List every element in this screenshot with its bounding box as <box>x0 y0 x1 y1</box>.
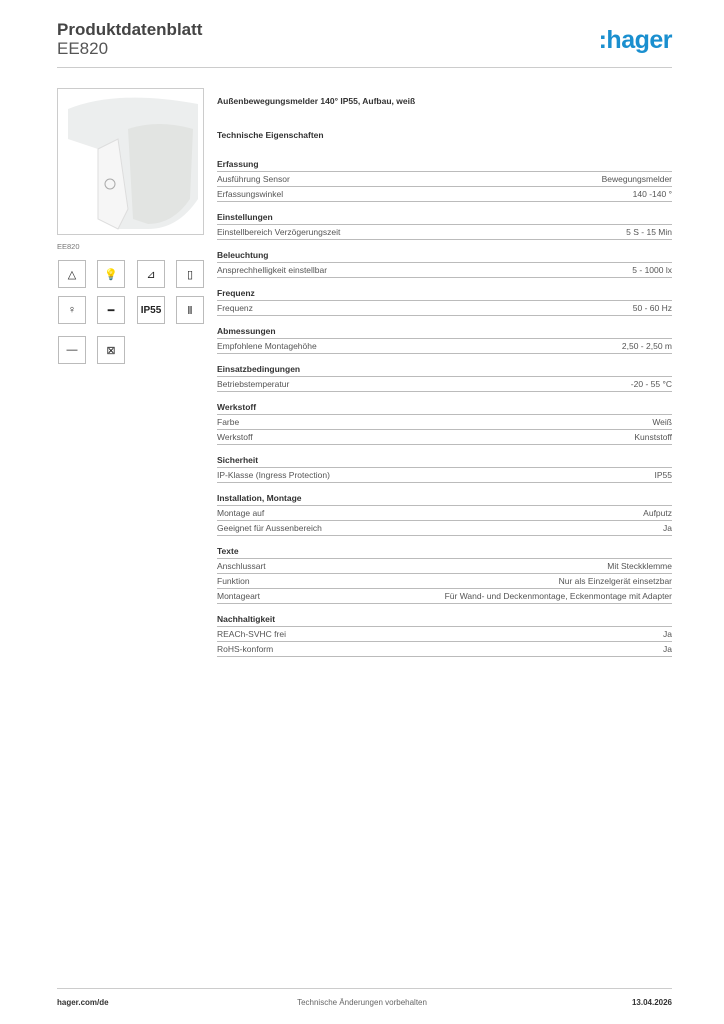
spec-value: Für Wand- und Deckenmontage, Eckenmontage mit Adapter <box>444 591 672 601</box>
spec-row <box>217 559 672 574</box>
footer-note: Technische Änderungen vorbehalten <box>297 998 427 1007</box>
spec-label: Ansprechhelligkeit einstellbar <box>217 265 328 275</box>
product-image <box>57 88 204 235</box>
spec-value: IP55 <box>654 470 672 480</box>
electronic-transformer-icon: ⊿ <box>137 260 165 288</box>
tech-heading: Technische Eigenschaften <box>217 130 324 140</box>
section-title: Nachhaltigkeit <box>217 612 672 627</box>
footer-divider <box>57 988 672 989</box>
spec-row <box>217 589 672 604</box>
section-einsatzbedingungen <box>217 362 672 392</box>
spec-label: Erfassungswinkel <box>217 189 284 199</box>
section-werkstoff <box>217 400 672 445</box>
spec-label: Werkstoff <box>217 432 253 442</box>
spec-value: 50 - 60 Hz <box>632 303 672 313</box>
section-title: Beleuchtung <box>217 248 672 263</box>
spec-sheet <box>217 96 672 665</box>
ferromagnetic-transformer-icon: Ⅱ <box>176 296 204 324</box>
section-title: Einstellungen <box>217 210 672 225</box>
spec-label: RoHS-konform <box>217 644 274 654</box>
spec-row <box>217 263 672 278</box>
hager-logo: :hager <box>598 26 672 54</box>
section-title: Abmessungen <box>217 324 672 339</box>
spec-value: Ja <box>663 629 672 639</box>
spec-label: Farbe <box>217 417 240 427</box>
spec-value: Nur als Einzelgerät einsetzbar <box>558 576 672 586</box>
spec-row <box>217 225 672 240</box>
spec-row <box>217 377 672 392</box>
footer-date: 13.04.2026 <box>631 998 672 1007</box>
spec-row <box>217 301 672 316</box>
footer-website[interactable]: hager.com/de <box>57 998 109 1007</box>
spec-label: Geeignet für Aussenbereich <box>217 523 322 533</box>
image-caption: EE820 <box>57 242 80 251</box>
spec-label: IP-Klasse (Ingress Protection) <box>217 470 330 480</box>
spec-row <box>217 430 672 445</box>
spec-row <box>217 172 672 187</box>
section-title: Installation, Montage <box>217 491 672 506</box>
spec-value: 5 - 1000 lx <box>632 265 672 275</box>
spec-value: Kunststoff <box>634 432 672 442</box>
spec-value: -20 - 55 °C <box>630 379 672 389</box>
spec-value: Aufputz <box>643 508 672 518</box>
spec-value: Ja <box>663 523 672 533</box>
section-title: Frequenz <box>217 286 672 301</box>
spec-value: Ja <box>663 644 672 654</box>
spec-label: REACh-SVHC frei <box>217 629 286 639</box>
wall-mount-sensor-icon: ⊠ <box>97 336 125 364</box>
energy-saving-bulb-icon: 💡 <box>97 260 125 288</box>
spec-row <box>217 415 672 430</box>
spec-label: Montageart <box>217 591 260 601</box>
header-divider <box>57 67 672 68</box>
page-title: Produktdatenblatt <box>57 20 203 39</box>
section-erfassung <box>217 157 672 202</box>
section-title: Einsatzbedingungen <box>217 362 672 377</box>
section-title: Erfassung <box>217 157 672 172</box>
section-title: Texte <box>217 544 672 559</box>
ceiling-lamp-icon: △ <box>58 260 86 288</box>
spec-row <box>217 468 672 483</box>
spec-row <box>217 642 672 657</box>
spec-value: Weiß <box>652 417 672 427</box>
section-abmessungen <box>217 324 672 354</box>
section-title: Werkstoff <box>217 400 672 415</box>
spec-label: Einstellbereich Verzögerungszeit <box>217 227 341 237</box>
section-title: Sicherheit <box>217 453 672 468</box>
section-sicherheit <box>217 453 672 483</box>
spec-value: Bewegungsmelder <box>601 174 672 184</box>
ip55-icon: IP55 <box>137 296 165 324</box>
fluorescent-tube-icon: ━ <box>97 296 125 324</box>
section-frequenz <box>217 286 672 316</box>
spec-row <box>217 574 672 589</box>
section-texte <box>217 544 672 604</box>
spec-label: Empfohlene Montagehöhe <box>217 341 317 351</box>
spec-label: Betriebstemperatur <box>217 379 290 389</box>
compact-fluorescent-icon: ▯ <box>176 260 204 288</box>
spec-row <box>217 339 672 354</box>
spec-row <box>217 187 672 202</box>
spec-row <box>217 506 672 521</box>
spec-value: 140 -140 ° <box>632 189 672 199</box>
spec-value: 5 S - 15 Min <box>626 227 672 237</box>
spec-label: Frequenz <box>217 303 253 313</box>
spec-row <box>217 521 672 536</box>
spec-value: 2,50 - 2,50 m <box>621 341 672 351</box>
spec-value: Mit Steckklemme <box>607 561 672 571</box>
incandescent-bulb-icon: ♀ <box>58 296 86 324</box>
spec-row <box>217 627 672 642</box>
spec-label: Ausführung Sensor <box>217 174 290 184</box>
linear-tube-icon: — <box>58 336 86 364</box>
spec-label: Anschlussart <box>217 561 266 571</box>
section-installation-montage <box>217 491 672 536</box>
spec-label: Funktion <box>217 576 250 586</box>
product-code: EE820 <box>57 39 109 58</box>
spec-label: Montage auf <box>217 508 265 518</box>
product-name: Außenbewegungsmelder 140° IP55, Aufbau, weiß <box>217 96 416 106</box>
section-beleuchtung <box>217 248 672 278</box>
section-nachhaltigkeit <box>217 612 672 657</box>
section-einstellungen <box>217 210 672 240</box>
